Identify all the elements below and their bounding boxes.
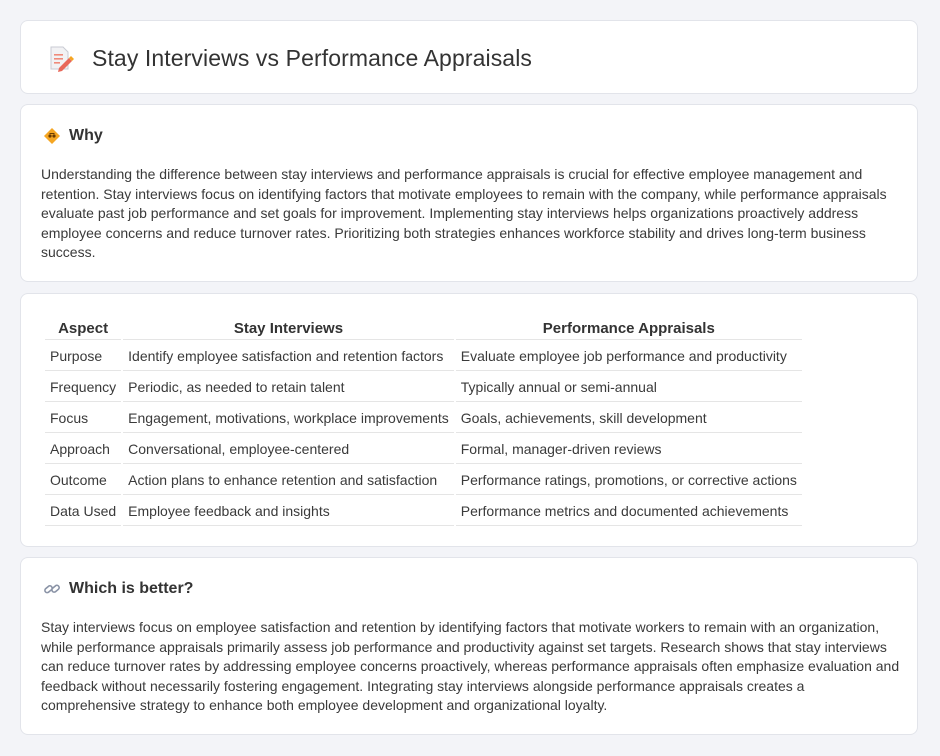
why-paragraph: Understanding the difference between stay interviews and performance appraisals is crucial for effective employee management and retention. Stay interviews focus on identifying factors that motivate employees to remain with the company, while performance appraisals evaluate past job performance and set goals for improvement. Implementing stay interviews helps organizations proactively address employee concerns and reduce turnover rates. Prioritizing both strategies enhances workforce stability and drives long-term business success. <box>41 166 887 261</box>
table-cell-appraisal: Goals, achievements, skill development <box>456 404 802 433</box>
better-title: Which is better? <box>69 580 194 597</box>
table-header-row <box>45 316 802 340</box>
why-heading <box>43 127 103 145</box>
table-cell-aspect: Purpose <box>45 342 121 371</box>
which-is-better-section <box>20 557 918 735</box>
table-cell-appraisal: Formal, manager-driven reviews <box>456 435 802 464</box>
table-cell-aspect: Focus <box>45 404 121 433</box>
table-cell-stay: Identify employee satisfaction and retention factors <box>123 342 454 371</box>
page-header <box>45 43 532 73</box>
table-cell-appraisal: Typically annual or semi-annual <box>456 373 802 402</box>
document-pencil-icon <box>45 43 75 73</box>
table-cell-aspect: Outcome <box>45 466 121 495</box>
table-cell-appraisal: Evaluate employee job performance and productivity <box>456 342 802 371</box>
table-cell-stay: Action plans to enhance retention and satisfaction <box>123 466 454 495</box>
header-performance-appraisals: Performance Appraisals <box>456 316 802 340</box>
table-cell-appraisal: Performance ratings, promotions, or corrective actions <box>456 466 802 495</box>
table-row <box>45 497 802 526</box>
table-row <box>45 466 802 495</box>
table-cell-aspect: Approach <box>45 435 121 464</box>
table-cell-stay: Periodic, as needed to retain talent <box>123 373 454 402</box>
table-cell-aspect: Frequency <box>45 373 121 402</box>
table-row <box>45 435 802 464</box>
table-cell-stay: Engagement, motivations, workplace improvements <box>123 404 454 433</box>
table-cell-stay: Conversational, employee-centered <box>123 435 454 464</box>
table-cell-stay: Employee feedback and insights <box>123 497 454 526</box>
header-aspect: Aspect <box>45 316 121 340</box>
why-title: Why <box>69 127 103 144</box>
header-stay-interviews: Stay Interviews <box>123 316 454 340</box>
header-card <box>20 20 918 94</box>
table-cell-aspect: Data Used <box>45 497 121 526</box>
better-paragraph: Stay interviews focus on employee satisfaction and retention by identifying factors that motivate workers to remain with an organization, while performance appraisals primarily assess job performance and productivity against set targets. Research shows that stay interviews can reduce turnover rates by addressing employee concerns proactively, whereas performance appraisals often emphasize evaluation and feedback without necessarily fostering engagement. Integrating stay interviews alongside performance appraisals creates a comprehensive strategy to enhance both employee development and organizational loyalty. <box>41 619 900 714</box>
table-row <box>45 342 802 371</box>
comparison-section <box>20 293 918 547</box>
better-heading <box>43 580 193 598</box>
page-title: Stay Interviews vs Performance Appraisals <box>92 44 532 71</box>
table-row <box>45 373 802 402</box>
table-row <box>45 404 802 433</box>
why-section <box>20 104 918 282</box>
diamond-icon <box>43 127 61 145</box>
comparison-table <box>43 314 804 528</box>
table-cell-appraisal: Performance metrics and documented achievements <box>456 497 802 526</box>
link-icon <box>43 580 61 598</box>
